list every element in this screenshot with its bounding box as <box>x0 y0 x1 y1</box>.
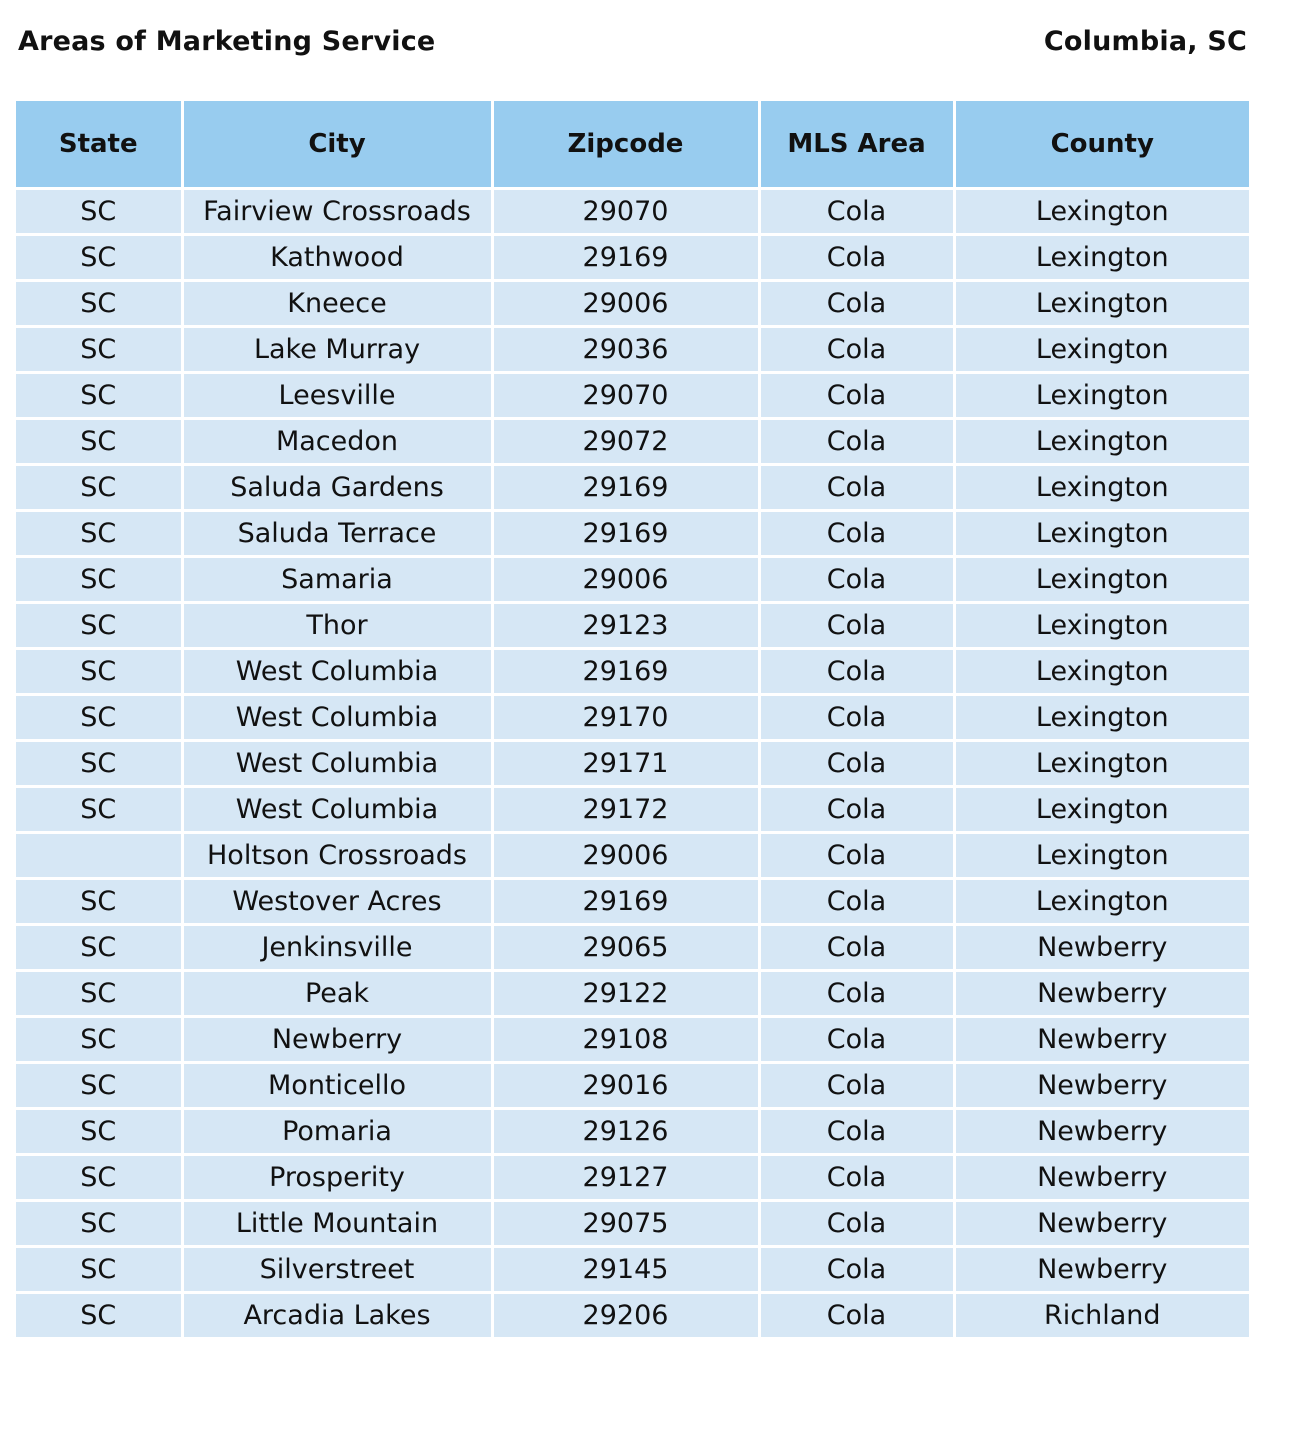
state-cell: SC <box>16 925 182 971</box>
county-cell: Richland <box>954 1293 1249 1339</box>
mls-area-cell: Cola <box>759 373 954 419</box>
county-cell: Newberry <box>954 1109 1249 1155</box>
city-cell: Kathwood <box>182 235 492 281</box>
zipcode-cell: 29070 <box>492 373 759 419</box>
zipcode-cell: 29145 <box>492 1247 759 1293</box>
county-cell: Lexington <box>954 373 1249 419</box>
county-cell: Newberry <box>954 971 1249 1017</box>
county-cell: Newberry <box>954 1247 1249 1293</box>
state-cell: SC <box>16 741 182 787</box>
city-cell: Kneece <box>182 281 492 327</box>
city-cell: Jenkinsville <box>182 925 492 971</box>
county-cell: Lexington <box>954 465 1249 511</box>
county-cell: Lexington <box>954 511 1249 557</box>
table-row <box>16 833 1249 879</box>
county-cell: Lexington <box>954 235 1249 281</box>
county-cell: Newberry <box>954 1063 1249 1109</box>
state-cell: SC <box>16 649 182 695</box>
mls-area-cell: Cola <box>759 787 954 833</box>
table-row <box>16 925 1249 971</box>
table-row <box>16 787 1249 833</box>
state-cell: SC <box>16 511 182 557</box>
table-row <box>16 557 1249 603</box>
mls-area-cell: Cola <box>759 1155 954 1201</box>
zipcode-cell: 29006 <box>492 557 759 603</box>
column-header-mls-area: MLS Area <box>759 101 954 189</box>
state-cell: SC <box>16 695 182 741</box>
table-row <box>16 603 1249 649</box>
county-cell: Newberry <box>954 925 1249 971</box>
mls-area-cell: Cola <box>759 1017 954 1063</box>
mls-area-cell: Cola <box>759 925 954 971</box>
city-cell: Pomaria <box>182 1109 492 1155</box>
state-cell: SC <box>16 419 182 465</box>
zipcode-cell: 29070 <box>492 189 759 235</box>
page-title: Areas of Marketing Service <box>18 26 436 57</box>
zipcode-cell: 29169 <box>492 465 759 511</box>
zipcode-cell: 29065 <box>492 925 759 971</box>
zipcode-cell: 29075 <box>492 1201 759 1247</box>
table-row <box>16 281 1249 327</box>
city-cell: West Columbia <box>182 649 492 695</box>
table-row <box>16 1247 1249 1293</box>
state-cell <box>16 833 182 879</box>
state-cell: SC <box>16 1155 182 1201</box>
mls-area-cell: Cola <box>759 557 954 603</box>
zipcode-cell: 29171 <box>492 741 759 787</box>
table-row <box>16 189 1249 235</box>
county-cell: Lexington <box>954 695 1249 741</box>
table-row <box>16 465 1249 511</box>
marketing-areas-table <box>16 101 1249 1340</box>
zipcode-cell: 29006 <box>492 833 759 879</box>
county-cell: Lexington <box>954 649 1249 695</box>
mls-area-cell: Cola <box>759 419 954 465</box>
table-row <box>16 235 1249 281</box>
zipcode-cell: 29006 <box>492 281 759 327</box>
city-cell: Little Mountain <box>182 1201 492 1247</box>
zipcode-cell: 29123 <box>492 603 759 649</box>
county-cell: Lexington <box>954 189 1249 235</box>
table-row <box>16 511 1249 557</box>
mls-area-cell: Cola <box>759 695 954 741</box>
zipcode-cell: 29169 <box>492 511 759 557</box>
county-cell: Lexington <box>954 327 1249 373</box>
mls-area-cell: Cola <box>759 879 954 925</box>
table-header-row <box>16 101 1249 189</box>
mls-area-cell: Cola <box>759 1247 954 1293</box>
zipcode-cell: 29169 <box>492 649 759 695</box>
zipcode-cell: 29169 <box>492 879 759 925</box>
county-cell: Lexington <box>954 603 1249 649</box>
city-cell: Fairview Crossroads <box>182 189 492 235</box>
state-cell: SC <box>16 1017 182 1063</box>
city-cell: Samaria <box>182 557 492 603</box>
state-cell: SC <box>16 1109 182 1155</box>
county-cell: Newberry <box>954 1201 1249 1247</box>
city-cell: West Columbia <box>182 695 492 741</box>
county-cell: Newberry <box>954 1017 1249 1063</box>
table-row <box>16 1063 1249 1109</box>
table-row <box>16 419 1249 465</box>
zipcode-cell: 29036 <box>492 327 759 373</box>
table-row <box>16 373 1249 419</box>
column-header-zipcode: Zipcode <box>492 101 759 189</box>
county-cell: Newberry <box>954 1155 1249 1201</box>
zipcode-cell: 29127 <box>492 1155 759 1201</box>
state-cell: SC <box>16 281 182 327</box>
mls-area-cell: Cola <box>759 971 954 1017</box>
column-header-city: City <box>182 101 492 189</box>
city-cell: Peak <box>182 971 492 1017</box>
mls-area-cell: Cola <box>759 1063 954 1109</box>
city-cell: West Columbia <box>182 787 492 833</box>
table-row <box>16 741 1249 787</box>
state-cell: SC <box>16 879 182 925</box>
state-cell: SC <box>16 189 182 235</box>
city-cell: Macedon <box>182 419 492 465</box>
table-row <box>16 327 1249 373</box>
zipcode-cell: 29172 <box>492 787 759 833</box>
mls-area-cell: Cola <box>759 603 954 649</box>
mls-area-cell: Cola <box>759 281 954 327</box>
state-cell: SC <box>16 1201 182 1247</box>
state-cell: SC <box>16 557 182 603</box>
county-cell: Lexington <box>954 419 1249 465</box>
table-row <box>16 695 1249 741</box>
state-cell: SC <box>16 1247 182 1293</box>
mls-area-cell: Cola <box>759 189 954 235</box>
city-cell: Prosperity <box>182 1155 492 1201</box>
mls-area-cell: Cola <box>759 649 954 695</box>
city-cell: Saluda Terrace <box>182 511 492 557</box>
city-cell: Holtson Crossroads <box>182 833 492 879</box>
table-row <box>16 649 1249 695</box>
mls-area-cell: Cola <box>759 465 954 511</box>
county-cell: Lexington <box>954 557 1249 603</box>
mls-area-cell: Cola <box>759 1201 954 1247</box>
zipcode-cell: 29170 <box>492 695 759 741</box>
state-cell: SC <box>16 971 182 1017</box>
city-cell: Saluda Gardens <box>182 465 492 511</box>
zipcode-cell: 29108 <box>492 1017 759 1063</box>
city-cell: Newberry <box>182 1017 492 1063</box>
table-row <box>16 1109 1249 1155</box>
state-cell: SC <box>16 1293 182 1339</box>
mls-area-cell: Cola <box>759 235 954 281</box>
table-row <box>16 971 1249 1017</box>
state-cell: SC <box>16 465 182 511</box>
location-label: Columbia, SC <box>1043 26 1247 57</box>
mls-area-cell: Cola <box>759 741 954 787</box>
city-cell: Westover Acres <box>182 879 492 925</box>
column-header-county: County <box>954 101 1249 189</box>
zipcode-cell: 29206 <box>492 1293 759 1339</box>
state-cell: SC <box>16 327 182 373</box>
column-header-state: State <box>16 101 182 189</box>
state-cell: SC <box>16 373 182 419</box>
county-cell: Lexington <box>954 281 1249 327</box>
state-cell: SC <box>16 787 182 833</box>
zipcode-cell: 29169 <box>492 235 759 281</box>
mls-area-cell: Cola <box>759 327 954 373</box>
county-cell: Lexington <box>954 833 1249 879</box>
city-cell: Lake Murray <box>182 327 492 373</box>
mls-area-cell: Cola <box>759 511 954 557</box>
table-row <box>16 1155 1249 1201</box>
table-row <box>16 1017 1249 1063</box>
zipcode-cell: 29072 <box>492 419 759 465</box>
mls-area-cell: Cola <box>759 1109 954 1155</box>
table-row <box>16 879 1249 925</box>
state-cell: SC <box>16 603 182 649</box>
state-cell: SC <box>16 1063 182 1109</box>
table-body <box>16 189 1249 1339</box>
county-cell: Lexington <box>954 741 1249 787</box>
mls-area-cell: Cola <box>759 1293 954 1339</box>
city-cell: Arcadia Lakes <box>182 1293 492 1339</box>
county-cell: Lexington <box>954 879 1249 925</box>
city-cell: Silverstreet <box>182 1247 492 1293</box>
zipcode-cell: 29126 <box>492 1109 759 1155</box>
city-cell: West Columbia <box>182 741 492 787</box>
county-cell: Lexington <box>954 787 1249 833</box>
city-cell: Leesville <box>182 373 492 419</box>
table-row <box>16 1293 1249 1339</box>
state-cell: SC <box>16 235 182 281</box>
mls-area-cell: Cola <box>759 833 954 879</box>
zipcode-cell: 29122 <box>492 971 759 1017</box>
city-cell: Monticello <box>182 1063 492 1109</box>
zipcode-cell: 29016 <box>492 1063 759 1109</box>
table-row <box>16 1201 1249 1247</box>
city-cell: Thor <box>182 603 492 649</box>
